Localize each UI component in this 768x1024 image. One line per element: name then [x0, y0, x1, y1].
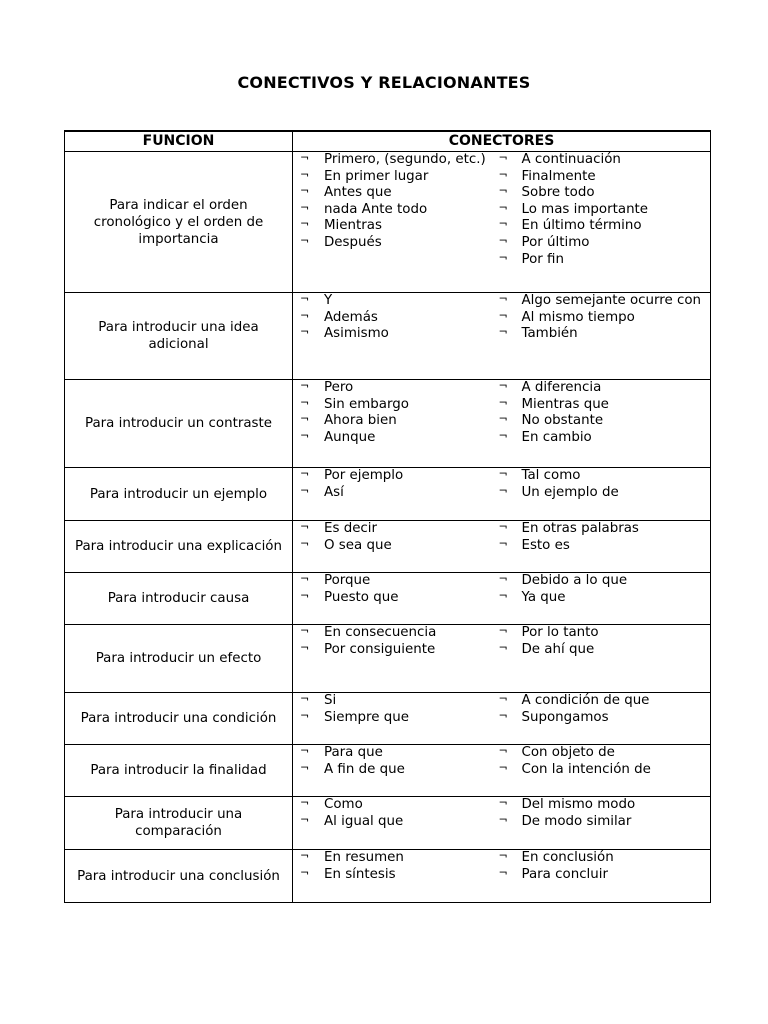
left-connectors-column: [293, 521, 499, 554]
connector-item: ¬ En síntesis: [293, 867, 499, 884]
table-body: [65, 152, 711, 903]
connector-item: ¬ O sea que: [293, 538, 395, 555]
connectors-cell: [293, 152, 711, 293]
connectors-columns: [293, 625, 710, 658]
connector-item: ¬ nada Ante todo: [293, 202, 499, 219]
connector-item: ¬ Un ejemplo de: [499, 485, 705, 502]
right-connectors-column: [499, 797, 711, 830]
connector-item: ¬ En otras palabras: [499, 521, 705, 538]
connector-item: ¬ Algo semejante ocurre con: [499, 293, 705, 310]
table-row: [65, 625, 711, 693]
table-row: [65, 152, 711, 293]
connectors-columns: [293, 850, 710, 883]
connector-list: [499, 380, 705, 446]
connector-list: [293, 850, 499, 883]
function-cell: Para introducir un efecto: [65, 625, 293, 693]
connectors-cell: [293, 745, 711, 797]
connector-item: ¬ Sin embargo: [293, 397, 499, 414]
function-cell: Para introducir la finalidad: [65, 745, 293, 797]
connector-list: [293, 152, 499, 252]
connector-item: ¬ De ahí que: [499, 642, 705, 659]
connector-item: ¬ Con objeto de: [499, 745, 705, 762]
table-row: [65, 850, 711, 903]
connector-item: ¬ Lo mas importante: [499, 202, 705, 219]
connector-item: ¬ Siempre que: [293, 710, 499, 727]
connectors-columns: [293, 797, 710, 830]
left-connectors-column: [293, 152, 499, 268]
page-title: CONECTIVOS Y RELACIONANTES: [237, 73, 531, 92]
connector-list: [293, 797, 499, 830]
connector-item: ¬ A fin de que: [293, 762, 499, 779]
connector-item: ¬ Por ejemplo: [293, 468, 499, 485]
connector-list: [293, 693, 499, 726]
function-cell: Para introducir un contraste: [65, 380, 293, 468]
connector-item: ¬ Es decir: [293, 521, 395, 538]
connectors-cell: [293, 797, 711, 850]
connectors-columns: [293, 468, 710, 501]
connector-item: ¬ A diferencia: [499, 380, 705, 397]
function-cell: Para introducir una condición: [65, 693, 293, 745]
right-connectors-column: [499, 293, 711, 343]
header-conectores: CONECTORES: [293, 131, 711, 152]
connector-list: [293, 573, 499, 606]
function-cell: Para indicar el orden cronológico y el orden de importancia: [65, 152, 293, 293]
connector-item: ¬ Como: [293, 797, 499, 814]
connector-item: ¬ En cambio: [499, 430, 705, 447]
table-row: [65, 380, 711, 468]
right-connectors-column: [499, 152, 711, 268]
function-cell: Para introducir una idea adicional: [65, 293, 293, 380]
connector-item: ¬ Finalmente: [499, 169, 705, 186]
connectors-cell: [293, 468, 711, 521]
connector-item: ¬ Pero: [293, 380, 499, 397]
connectors-columns: [293, 293, 710, 343]
connector-item: ¬ Aunque: [293, 430, 499, 447]
left-connectors-column: [293, 693, 499, 726]
connector-item: ¬ Así: [293, 485, 499, 502]
connector-item: ¬ Ya que: [499, 590, 705, 607]
connectors-columns: [293, 693, 710, 726]
connector-item: ¬ En último término: [499, 218, 705, 235]
connectors-cell: [293, 573, 711, 625]
left-connectors-column: [293, 293, 499, 343]
left-connectors-column: [293, 468, 499, 501]
connector-list: [499, 152, 705, 268]
left-connectors-column: [293, 797, 499, 830]
table-row: [65, 693, 711, 745]
connector-list: [293, 293, 499, 343]
function-cell: Para introducir causa: [65, 573, 293, 625]
right-connectors-column: [499, 380, 711, 446]
connectors-cell: [293, 625, 711, 693]
connector-list: [293, 521, 499, 554]
connectors-cell: [293, 380, 711, 468]
connector-item: ¬ Al igual que: [293, 814, 499, 831]
connector-item: ¬ Primero, (segundo, etc.): [293, 152, 499, 169]
left-connectors-column: [293, 745, 499, 778]
connectors-table: [64, 130, 711, 903]
left-connectors-column: [293, 573, 499, 606]
table-row: [65, 745, 711, 797]
connector-item: ¬ Antes que: [293, 185, 499, 202]
table-row: [65, 573, 711, 625]
connectors-columns: [293, 573, 710, 606]
right-connectors-column: [499, 573, 711, 606]
table-row: [65, 797, 711, 850]
function-cell: Para introducir una conclusión: [65, 850, 293, 903]
table-row: [65, 293, 711, 380]
connector-item: ¬ Después: [293, 235, 499, 252]
connector-list: [499, 797, 705, 830]
function-cell: Para introducir una explicación: [65, 521, 293, 573]
connector-item: ¬ Debido a lo que: [499, 573, 705, 590]
table-row: [65, 468, 711, 521]
right-connectors-column: [499, 468, 711, 501]
connector-item: ¬ Por lo tanto: [499, 625, 705, 642]
connector-item: ¬ Mientras que: [499, 397, 705, 414]
connectors-cell: [293, 693, 711, 745]
connector-list: [499, 625, 705, 658]
connector-item: ¬ Tal como: [499, 468, 705, 485]
right-connectors-column: [499, 693, 711, 726]
connectors-columns: [293, 521, 710, 554]
connector-item: ¬ Puesto que: [293, 590, 399, 607]
connector-list: [293, 468, 499, 501]
connector-item: ¬ Con la intención de: [499, 762, 705, 779]
connectors-columns: [293, 745, 710, 778]
connector-item: ¬ Si: [293, 693, 499, 710]
connector-list: [499, 693, 705, 726]
left-connectors-column: [293, 380, 499, 446]
connector-item: ¬ Además: [293, 310, 499, 327]
connector-item: ¬ Sobre todo: [499, 185, 705, 202]
connectors-cell: [293, 293, 711, 380]
connectors-cell: [293, 850, 711, 903]
connector-list: [499, 573, 705, 606]
right-connectors-column: [499, 850, 711, 883]
connector-item: ¬ Por fin: [499, 252, 705, 269]
connectors-cell: [293, 521, 711, 573]
connector-item: ¬ Para que: [293, 745, 499, 762]
connector-list: [499, 293, 705, 343]
connector-item: ¬ Supongamos: [499, 710, 705, 727]
right-connectors-column: [499, 625, 711, 658]
table-header-row: [65, 131, 711, 152]
connector-item: ¬ A condición de que: [499, 693, 705, 710]
connector-item: ¬ Al mismo tiempo: [499, 310, 705, 327]
connector-item: ¬ Mientras: [293, 218, 499, 235]
connector-item: ¬ También: [499, 326, 705, 343]
connector-item: ¬ En primer lugar: [293, 169, 499, 186]
connectors-columns: [293, 380, 710, 446]
connector-list: [293, 380, 499, 446]
connector-item: ¬ En resumen: [293, 850, 499, 867]
connector-item: ¬ Ahora bien: [293, 413, 499, 430]
connector-item: ¬ Por último: [499, 235, 705, 252]
right-connectors-column: [499, 521, 711, 554]
connector-list: [499, 850, 705, 883]
connector-item: ¬ Porque: [293, 573, 399, 590]
connector-item: ¬ Por consiguiente: [293, 642, 455, 659]
connector-item: ¬ A continuación: [499, 152, 705, 169]
connectors-columns: [293, 152, 710, 268]
connector-item: ¬ Para concluir: [499, 867, 705, 884]
connector-item: ¬ Y: [293, 293, 499, 310]
connector-list: [293, 745, 499, 778]
right-connectors-column: [499, 745, 711, 778]
connector-item: ¬ En consecuencia: [293, 625, 455, 642]
left-connectors-column: [293, 850, 499, 883]
connector-list: [499, 468, 705, 501]
connector-list: [499, 521, 705, 554]
function-cell: Para introducir un ejemplo: [65, 468, 293, 521]
connector-item: ¬ No obstante: [499, 413, 705, 430]
header-funcion: FUNCION: [65, 131, 293, 152]
connector-list: [499, 745, 705, 778]
connector-item: ¬ Asimismo: [293, 326, 499, 343]
connector-item: ¬ De modo similar: [499, 814, 705, 831]
function-cell: Para introducir una comparación: [65, 797, 293, 850]
left-connectors-column: [293, 625, 499, 658]
connector-list: [293, 625, 499, 658]
connector-item: ¬ Del mismo modo: [499, 797, 705, 814]
connector-item: ¬ En conclusión: [499, 850, 705, 867]
connector-item: ¬ Esto es: [499, 538, 705, 555]
table-row: [65, 521, 711, 573]
